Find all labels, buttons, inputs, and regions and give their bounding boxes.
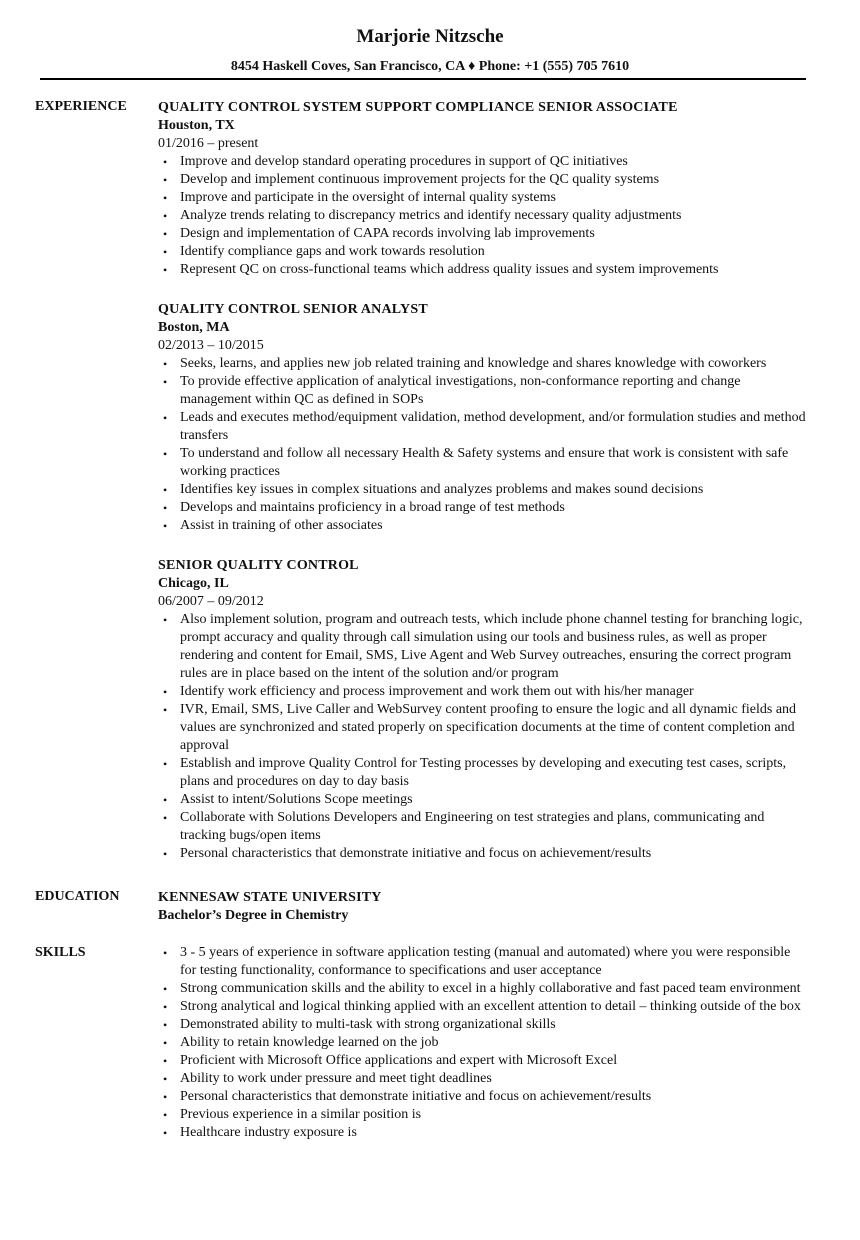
job-dates: 02/2013 – 10/2015 [158,338,264,353]
list-item: • Design and implementation of CAPA records involving lab improvements [158,225,808,243]
job-bullets [158,153,808,279]
job-title: SENIOR QUALITY CONTROL [158,558,359,573]
list-item: • Personal characteristics that demonstrate initiative and focus on achievement/results [158,845,808,863]
list-item: • Strong communication skills and the ability to excel in a highly collaborative and fast paced team environment [158,980,808,998]
list-item: • Personal characteristics that demonstrate initiative and focus on achievement/results [158,1088,808,1106]
list-item: • Analyze trends relating to discrepancy metrics and identify necessary quality adjustments [158,207,808,225]
list-item: • Represent QC on cross-functional teams which address quality issues and system improvements [158,261,808,279]
job-title: QUALITY CONTROL SENIOR ANALYST [158,302,428,317]
list-item: • IVR, Email, SMS, Live Caller and WebSurvey content proofing to ensure the logic and all dynamic fields and values are synchronized and stated properly on specification documents at the time of content completion and approval [158,701,808,755]
job-entry [158,557,808,863]
list-item: • Develop and implement continuous improvement projects for the QC quality systems [158,171,808,189]
job-location: Chicago, IL [158,576,229,591]
degree: Bachelor’s Degree in Chemistry [158,908,349,923]
list-item: • To understand and follow all necessary Health & Safety systems and ensure that work is consistent with safe working practices [158,445,808,481]
skills-list [158,944,808,1142]
education-entry [158,889,808,925]
job-location: Boston, MA [158,320,230,335]
list-item: • Improve and develop standard operating procedures in support of QC initiatives [158,153,808,171]
list-item: • Assist to intent/Solutions Scope meetings [158,791,808,809]
list-item: • Ability to work under pressure and meet tight deadlines [158,1070,808,1088]
job-title: QUALITY CONTROL SYSTEM SUPPORT COMPLIANCE SENIOR ASSOCIATE [158,100,678,115]
list-item: • Strong analytical and logical thinking applied with an excellent attention to detail – thinking outside of the box [158,998,808,1016]
list-item: • Collaborate with Solutions Developers and Engineering on test strategies and plans, communicating and tracking bugs/open items [158,809,808,845]
list-item: • 3 - 5 years of experience in software application testing (manual and automated) where you were responsible for testing functionality, conformance to specifications and user acceptance [158,944,808,980]
school-name: KENNESAW STATE UNIVERSITY [158,890,382,905]
list-item: • Seeks, learns, and applies new job related training and knowledge and shares knowledge with coworkers [158,355,808,373]
section-label-education: EDUCATION [35,889,120,904]
list-item: • To provide effective application of analytical investigations, non-conformance reporting and change management within QC as defined in SOPs [158,373,808,409]
header-divider [40,78,806,80]
list-item: • Proficient with Microsoft Office applications and expert with Microsoft Excel [158,1052,808,1070]
list-item: • Establish and improve Quality Control for Testing processes by developing and executing test cases, scripts, plans and procedures on day to day basis [158,755,808,791]
job-entry [158,99,808,279]
list-item: • Previous experience in a similar position is [158,1106,808,1124]
skills-entry [158,944,808,1142]
list-item: • Improve and participate in the oversight of internal quality systems [158,189,808,207]
list-item: • Identify work efficiency and process improvement and work them out with his/her manager [158,683,808,701]
list-item: • Demonstrated ability to multi-task with strong organizational skills [158,1016,808,1034]
section-label-experience: EXPERIENCE [35,99,127,114]
job-bullets [158,355,808,535]
job-entry [158,301,808,535]
contact-line: 8454 Haskell Coves, San Francisco, CA ♦ Phone: +1 (555) 705 7610 [230,59,630,74]
list-item: • Identifies key issues in complex situations and analyzes problems and makes sound decisions [158,481,808,499]
list-item: • Leads and executes method/equipment validation, method development, and/or formulation studies and method transfers [158,409,808,445]
job-dates: 01/2016 – present [158,136,259,151]
list-item: • Healthcare industry exposure is [158,1124,808,1142]
job-dates: 06/2007 – 09/2012 [158,594,264,609]
list-item: • Also implement solution, program and outreach tests, which include phone channel testing for branching logic, prompt accuracy and quality through call simulation using our tools and business rules, as well as proper rendering and content for Email, SMS, Live Agent and Web Survey outreaches, ensuring the correct program rules are in place based on the intent of the solution and/or program [158,611,808,683]
job-location: Houston, TX [158,118,235,133]
list-item: • Assist in training of other associates [158,517,808,535]
job-bullets [158,611,808,863]
list-item: • Ability to retain knowledge learned on the job [158,1034,808,1052]
candidate-name: Marjorie Nitzsche [356,26,504,47]
list-item: • Develops and maintains proficiency in a broad range of test methods [158,499,808,517]
section-label-skills: SKILLS [35,945,86,960]
list-item: • Identify compliance gaps and work towards resolution [158,243,808,261]
